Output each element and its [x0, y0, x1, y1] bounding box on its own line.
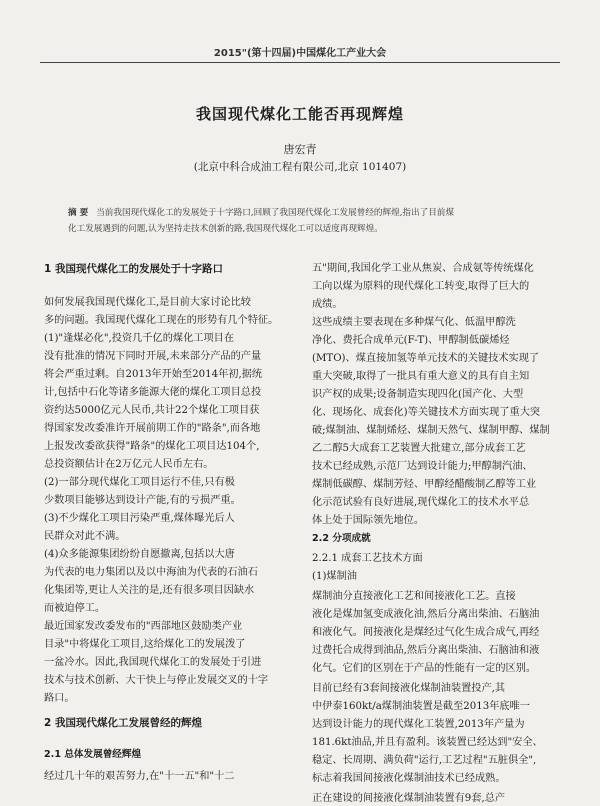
abstract-label: 摘 要 [68, 208, 89, 218]
body-line: 资约达5000亿元人民币,共计22个煤化工项目获 [44, 405, 260, 416]
body-line: 乙二醇5大成套工艺装置大批建立,部分成套工艺 [312, 443, 526, 454]
body-line: 181.6kt油品,并且有盈利。该装置已经达到"安全、 [312, 737, 543, 748]
body-line: 民群众对此不满。 [44, 531, 126, 542]
body-line: 五"期间,我国化学工业从焦炭、合成氨等传统煤化 [312, 263, 534, 274]
body-line: (MTO)、煤直接加氢等单元技术的关键技术实现了 [312, 353, 540, 364]
body-line: 重大突破,取得了一批具有重大意义的具有自主知 [312, 371, 530, 382]
header-rule [40, 62, 560, 63]
body-line: 化示范试验有良好进展,现代煤化工的技术水平总 [312, 497, 530, 508]
body-line: 没有批准的情况下同时开展,未来部分产品的产量 [44, 351, 262, 362]
body-line: 得国家发改委准许开展前期工作的"路条",而各地 [44, 423, 261, 434]
body-line: 破;煤制油、煤制烯烃、煤制天然气、煤制甲醇、煤制 [312, 425, 550, 436]
body-line: 成绩。 [312, 299, 343, 310]
body-line: 识产权的成果;设备制造实现四化(国产化、大型 [312, 389, 524, 400]
running-head: 2015"(第十四届)中国煤化工产业大会 [213, 48, 387, 59]
body-line: 目前已经有3套间接液化煤制油装置投产,其 [312, 683, 506, 694]
body-line: 将会严重过剩。自2013年开始至2014年初,据统 [44, 369, 263, 380]
body-line: 煤制油分直接液化工艺和间接液化工艺。直接 [312, 591, 516, 602]
subsection-heading: 2.1 总体发展曾经辉煌 [44, 749, 142, 760]
body-line: 标志着我国间接液化煤制油技术已经成熟。 [312, 773, 506, 784]
body-line: 化、现场化、成套化)等关键技术方面实现了重大突 [312, 407, 541, 418]
body-line: 达到设计能力的现代煤化工装置,2013年产量为 [312, 719, 525, 730]
author-affiliation: (北京中科合成油工程有限公司,北京 101407) [193, 161, 407, 173]
body-line: 一盆冷水。因此,我国现代煤化工的发展处于引进 [44, 657, 262, 668]
body-line: 最近国家发改委发布的"西部地区鼓励类产业 [44, 621, 243, 632]
body-line: 化集团等,更让人关注的是,还有很多项目因缺水 [44, 585, 255, 596]
body-line: 工向以煤为原料的现代煤化工转变,取得了巨大的 [312, 281, 530, 292]
body-line: (2)一部分现代煤化工项目运行不佳,只有极 [44, 477, 235, 488]
abstract-text: 当前我国现代煤化工的发展处于十字路口,回顾了我国现代煤化工发展曾经的辉煌,指出了目前煤 [96, 208, 454, 218]
article-title: 我国现代煤化工能否再现辉煌 [195, 105, 404, 123]
body-line: 技术已经成熟,示范厂达到设计能力;甲醇制汽油、 [312, 461, 533, 472]
body-line: 计,包括中石化等诸多能源大佬的煤化工项目总投 [44, 387, 262, 398]
subsection-heading: 2.2 分项成就 [312, 533, 371, 544]
body-line: 净化、费托合成单元(F-T)、甲醇制低碳烯烃 [312, 335, 510, 346]
body-line: (1)"逢煤必化",投资几千亿的煤化工项目在 [44, 333, 235, 344]
body-line: (4)众多能源集团纷纷自愿撤离,包括以大唐 [44, 549, 235, 560]
body-line: (1)煤制油 [312, 571, 357, 582]
body-line: 技术与技术创新、大干快上与停止发展交叉的十字 [44, 675, 269, 686]
body-line: 如何发展我国现代煤化工,是目前大家讨论比较 [44, 297, 251, 308]
author-name: 唐宏青 [283, 143, 317, 156]
body-line: 体上处于国际领先地位。 [312, 515, 425, 526]
body-line: 少数项目能够达到设计产能,有的亏损严重。 [44, 495, 241, 506]
abstract [68, 205, 534, 237]
body-line: 煤制低碳醇、煤制芳烃、甲醇经醋酸制乙醇等工业 [312, 479, 537, 490]
section-heading: 1 我国现代煤化工的发展处于十字路口 [44, 263, 223, 275]
body-line: 稳定、长周期、满负荷"运行,工艺过程"五脏俱全", [312, 755, 537, 766]
body-line: 过费托合成得到油品,然后分离出柴油、石脑油和液 [312, 645, 540, 656]
body-line: 2.2.1 成套工艺技术方面 [312, 553, 423, 564]
body-line: (3)不少煤化工项目污染严重,煤体曝光后人 [44, 513, 235, 524]
abstract-line-2: 化工发展遇到的问题,认为坚持走技术创新的路,我国现代煤化工可以适度再现辉煌。 [68, 224, 383, 234]
body-line: 中伊泰160kt/a煤制油装置是截至2013年底唯一 [312, 701, 530, 712]
body-line: 这些成绩主要表现在多种煤气化、低温甲醇洗 [312, 317, 516, 328]
body-line: 为代表的电力集团以及以中海油为代表的石油石 [44, 567, 258, 578]
body-line: 目录"中将煤化工项目,这给煤化工的发展泼了 [44, 639, 246, 650]
body-line: 化气。它们的区别在于产品的性能有一定的区别。 [312, 663, 537, 674]
body-line: 经过几十年的艰苦努力,在"十一五"和"十二 [44, 771, 235, 782]
body-line: 总投资额估计在2万亿元人民币左右。 [44, 459, 214, 470]
abstract-line-1 [68, 205, 534, 221]
body-line: 路口。 [44, 693, 75, 704]
body-line: 多的问题。我国现代煤化工现在的形势有几个特征。 [44, 315, 279, 326]
section-heading: 2 我国现代煤化工发展曾经的辉煌 [44, 717, 202, 729]
body-line: 上报发改委欲获得"路条"的煤化工项目达104个, [44, 441, 260, 452]
body-line: 而被迫停工。 [44, 603, 106, 614]
body-line: 正在建设的间接液化煤制油装置有9套,总产 [312, 793, 506, 804]
body-line: 液化是煤加氢变成液化油,然后分离出柴油、石脑油 [312, 609, 540, 620]
body-line: 和液化气。间接液化是煤经过气化生成合成气,再经 [312, 627, 540, 638]
